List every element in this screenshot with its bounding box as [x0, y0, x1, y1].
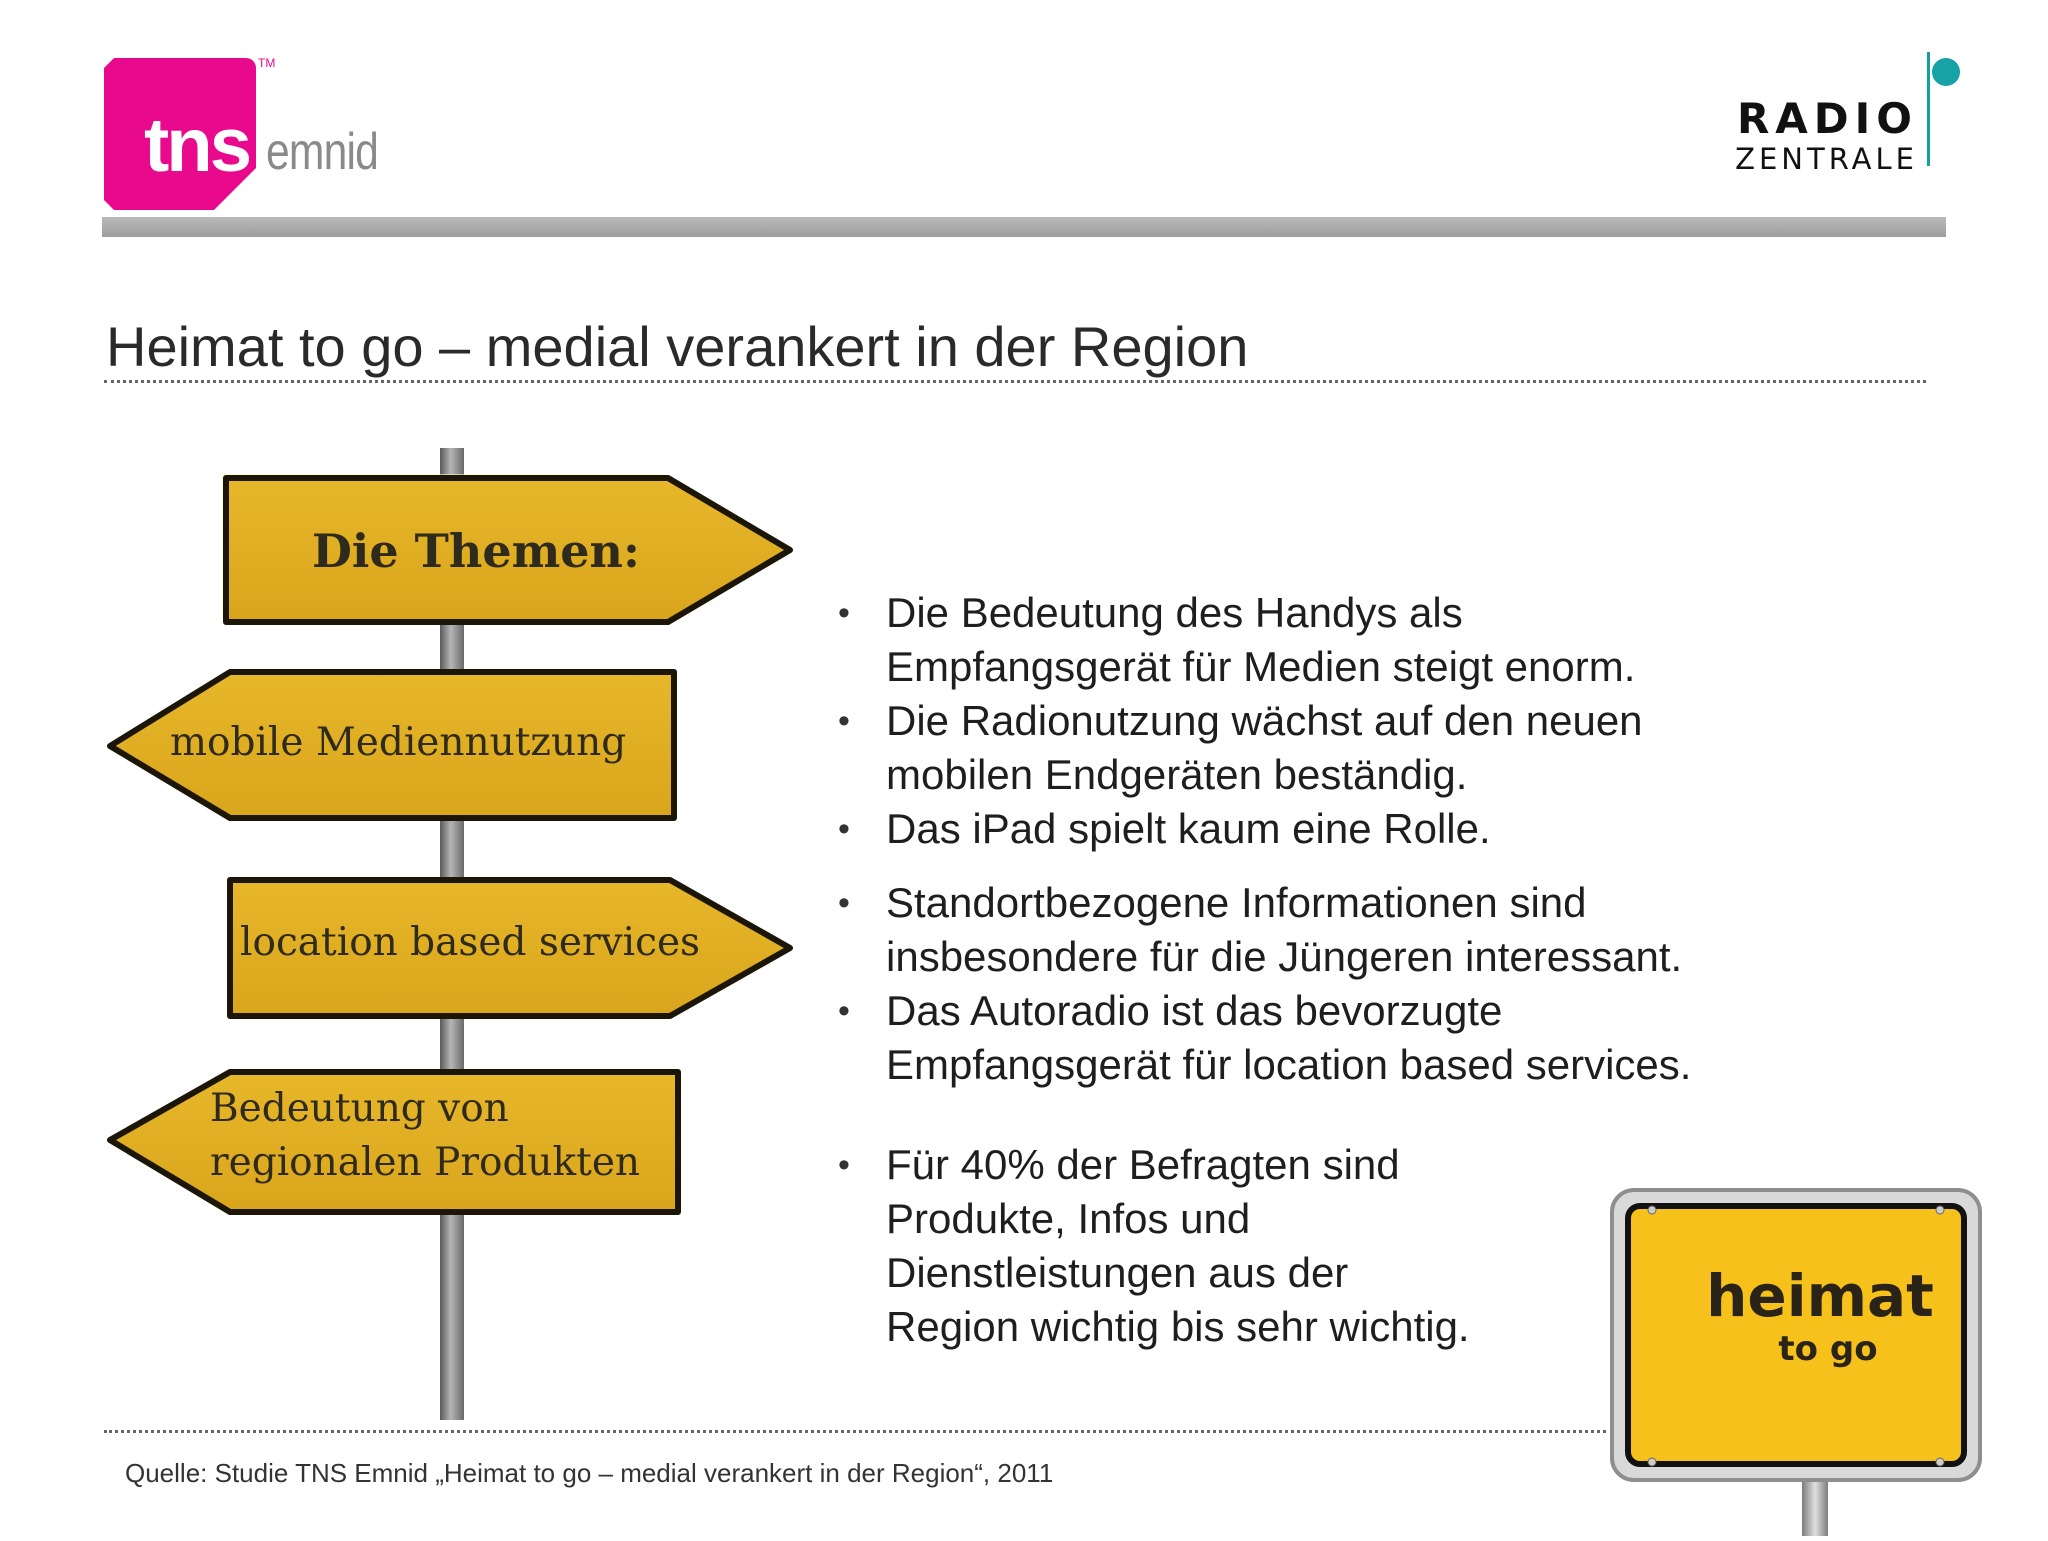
logo-accent-dot: [1932, 58, 1960, 86]
sign-bolt: [1648, 1206, 1656, 1214]
sign-bolt: [1936, 1206, 1944, 1214]
bullet-item: [838, 694, 1838, 802]
bullet-line: • Für 40% der Befragten sind: [886, 1141, 1400, 1188]
bullet-line: • Das iPad spielt kaum eine Rolle.: [886, 805, 1491, 852]
radio-zentrale-logo: [1640, 50, 1960, 176]
sign-bolt: [1936, 1458, 1944, 1466]
bullet-line: Empfangsgerät für location based services.: [886, 1041, 1692, 1088]
heimat-sign-post: [1802, 1476, 1828, 1536]
bullet-line: • Das Autoradio ist das bevorzugte: [886, 987, 1503, 1034]
source-note: Quelle: Studie TNS Emnid „Heimat to go – medial verankert in der Region“, 2011: [125, 1458, 1054, 1488]
sign-label-regional-1: Bedeutung von: [210, 1086, 509, 1131]
bullet-item: [838, 876, 1838, 984]
signpost-illustration: [90, 440, 810, 1420]
bullet-item: [838, 586, 1838, 694]
footer-dotted-rule: [104, 1430, 1606, 1433]
logo-accent-bar: [1927, 52, 1930, 166]
sign-bolt: [1648, 1458, 1656, 1466]
bullet-line: • Standortbezogene Informationen sind: [886, 879, 1587, 926]
heimat-sign-word: heimat: [1706, 1262, 1934, 1330]
heimat-to-go-sign: [1606, 1186, 1986, 1536]
bullet-item: [838, 984, 1838, 1092]
bullet-line: Empfangsgerät für Medien steigt enorm.: [886, 643, 1636, 690]
bullet-line: Region wichtig bis sehr wichtig.: [886, 1303, 1470, 1350]
bullet-line: Dienstleistungen aus der: [886, 1249, 1349, 1296]
bullet-line: mobilen Endgeräten beständig.: [886, 751, 1468, 798]
trademark-mark: TM: [258, 56, 276, 70]
bullet-line: Produkte, Infos und: [886, 1195, 1251, 1242]
heimat-sign-sub: to go: [1778, 1329, 1878, 1369]
bullet-line: insbesondere für die Jüngeren interessant.: [886, 933, 1683, 980]
radio-logo-word: RADIO: [1736, 94, 1918, 143]
tns-emnid-logo: [104, 58, 404, 214]
sign-label-mobile: mobile Mediennutzung: [170, 720, 627, 765]
sign-label-themes: Die Themen:: [312, 524, 640, 578]
emnid-logo-word: emnid: [266, 123, 379, 181]
sign-label-location: location based services: [240, 920, 701, 965]
bullet-line: • Die Bedeutung des Handys als: [886, 589, 1463, 636]
header-divider-band: [102, 217, 1946, 237]
title-dotted-rule: [104, 380, 1926, 383]
zentrale-logo-word: ZENTRALE: [1735, 142, 1918, 176]
bullet-group-mobile: [838, 586, 1838, 856]
bullet-item: [838, 802, 1838, 856]
tns-logo-word: tns: [144, 103, 249, 188]
bullet-group-location: [838, 876, 1838, 1092]
sign-label-regional-2: regionalen Produkten: [210, 1140, 641, 1185]
heimat-sign-graphic: [1606, 1186, 1986, 1536]
bullet-line: • Die Radionutzung wächst auf den neuen: [886, 697, 1643, 744]
slide-title: Heimat to go – medial verankert in der Region: [106, 315, 1249, 378]
